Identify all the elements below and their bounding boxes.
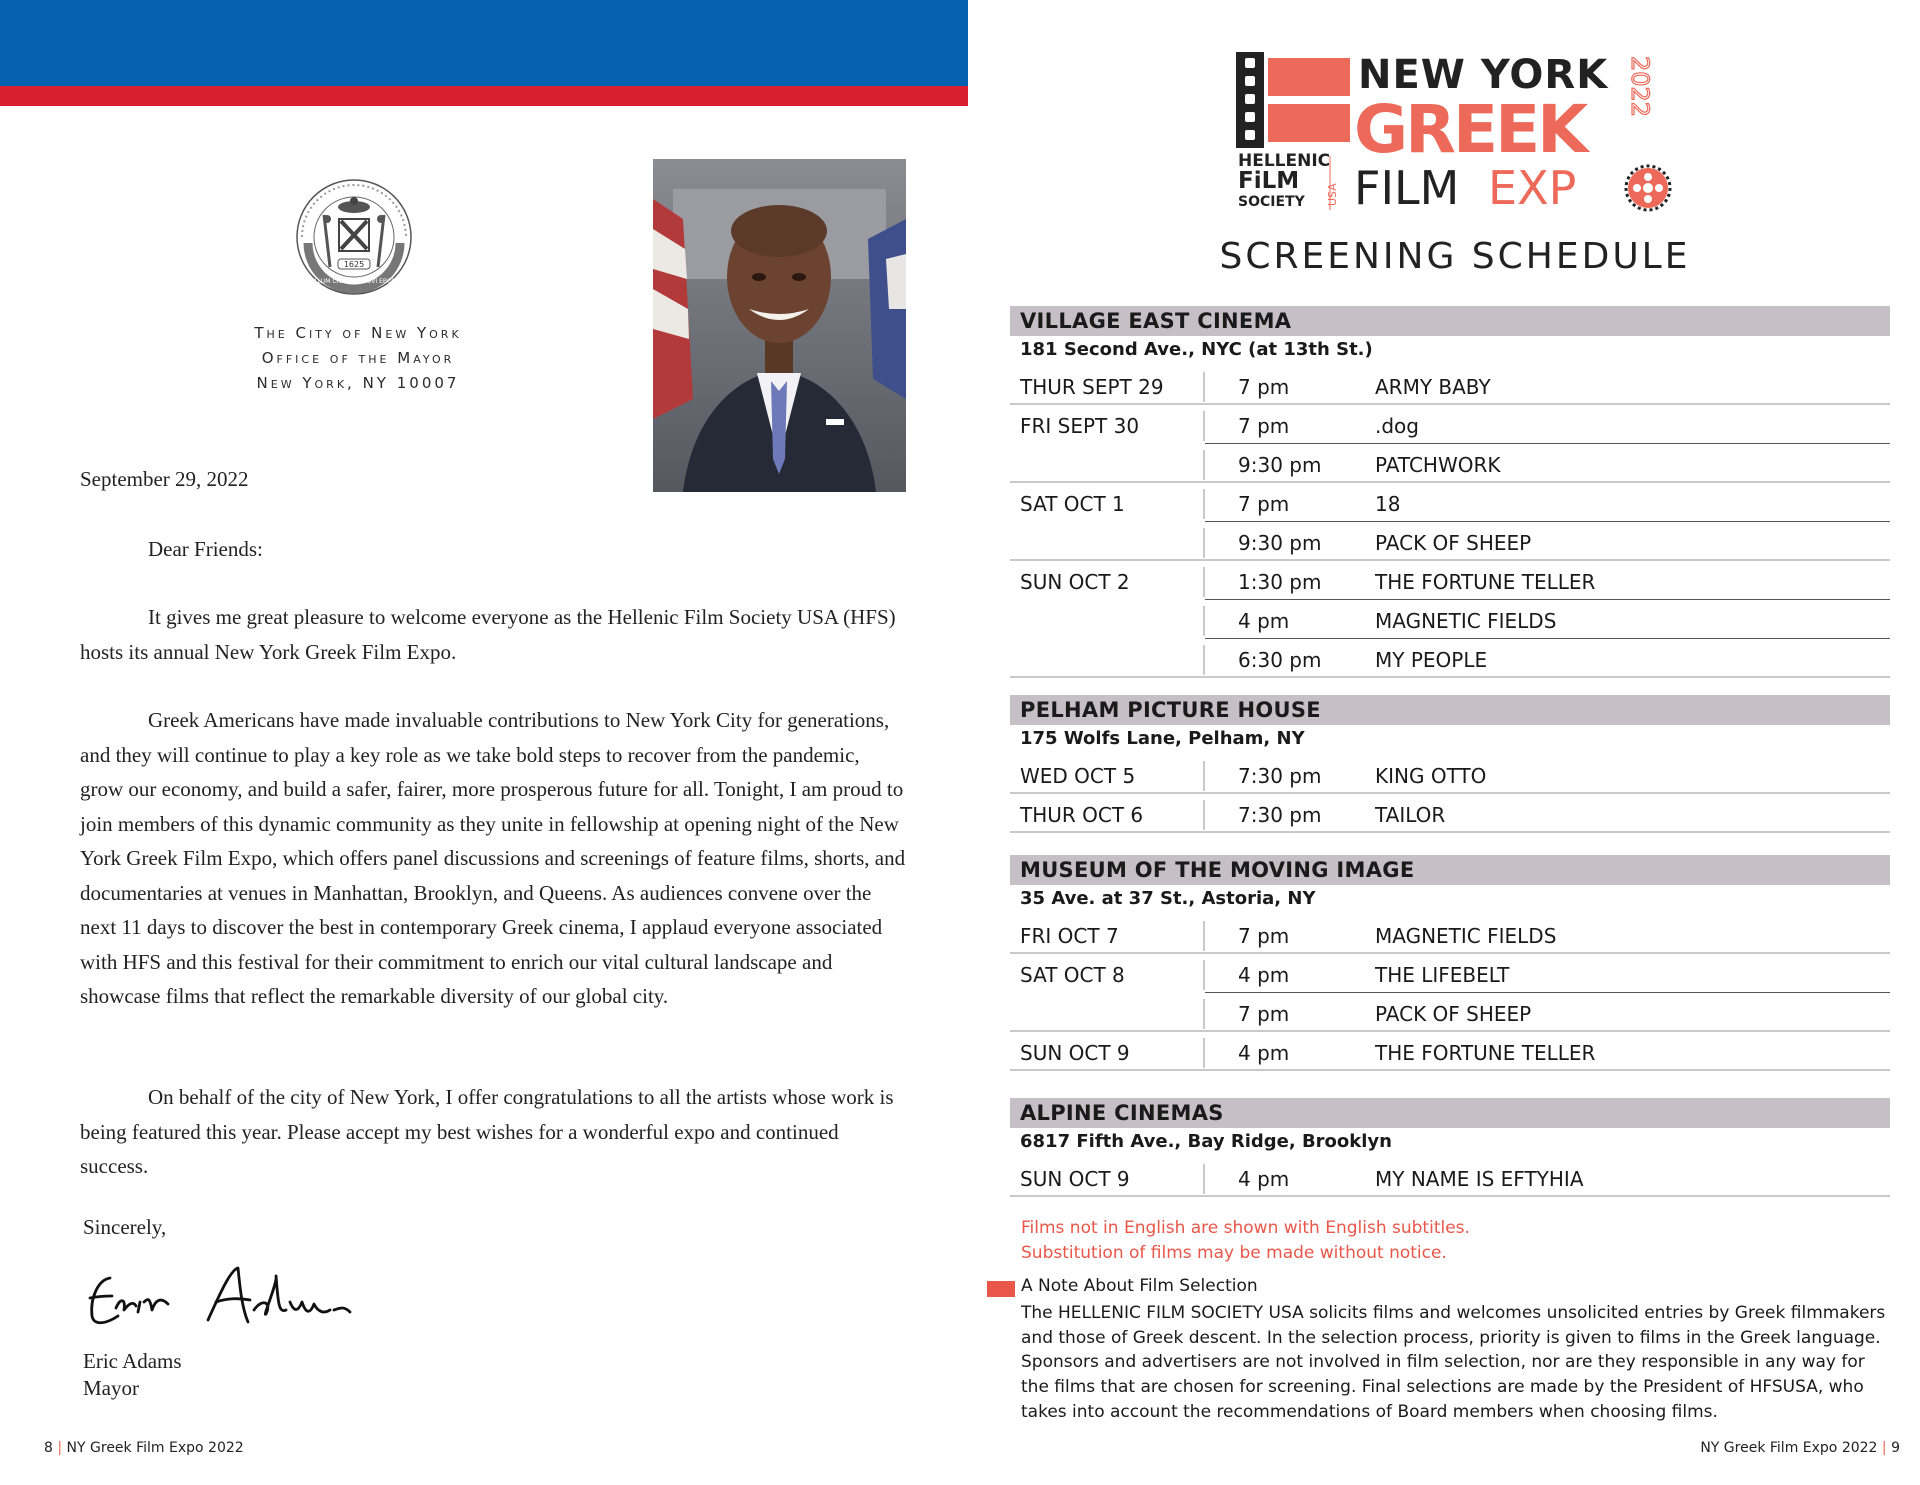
screening-film: MY PEOPLE	[1375, 648, 1488, 672]
logo-new-york: NEW YORK	[1358, 52, 1609, 98]
signer-title: Mayor	[83, 1376, 139, 1400]
footer-label-right: NY Greek Film Expo 2022	[1700, 1440, 1878, 1456]
screening-time: 7:30 pm	[1238, 803, 1322, 827]
venue-block	[1010, 1098, 1890, 1197]
screening-day: FRI SEPT 30	[1020, 414, 1140, 438]
seal-year: 1625	[343, 260, 365, 269]
screening-time: 7 pm	[1238, 924, 1290, 948]
screening-film: 18	[1375, 492, 1401, 516]
footer-separator-left: |	[57, 1440, 63, 1456]
screening-time: 4 pm	[1238, 1041, 1290, 1065]
screening-film: ARMY BABY	[1375, 375, 1491, 399]
screening-row	[1010, 522, 1890, 561]
letter-paragraph-3: On behalf of the city of New York, I offer congratulations to all the artists whose work is being featured this year. Please accept my best wishes for a wonderful expo and continued success.	[80, 1085, 894, 1178]
venue-address: 35 Ave. at 37 St., Astoria, NY	[1020, 888, 1316, 909]
venue-name: VILLAGE EAST CINEMA	[1010, 306, 1890, 336]
logo-org-hellenic: HELLENIC	[1238, 151, 1331, 171]
note-marker	[987, 1281, 1015, 1297]
screening-time: 7 pm	[1238, 1002, 1290, 1026]
screening-film: MAGNETIC FIELDS	[1375, 609, 1557, 633]
city-seal-icon	[294, 177, 414, 297]
screening-film: PACK OF SHEEP	[1375, 1002, 1532, 1026]
letter-paragraph-2: Greek Americans have made invaluable contributions to New York City for generations, and they will continue to play a key role as we take bold steps to recover from the pandemic, grow our economy, and build a safer, fairer, more prosperous future for all. Tonight, I am proud to join members of this dynamic community as they unite in fellowship at opening night of the New York Greek Film Expo, which offers panel discussions and screenings of feature films, shorts, and documentaries at venues in Manhattan, Brooklyn, and Queens. As audiences convene over the next 11 days to discover the best in contemporary Greek cinema, I applaud everyone associated with HFS and this festival for their commitment to enrich our vital cultural landscape and showcase films that reflect the remarkable diversity of our global city.	[80, 708, 906, 1008]
screening-row	[1010, 561, 1890, 600]
screening-film: THE FORTUNE TELLER	[1375, 570, 1596, 594]
screening-row	[1010, 915, 1890, 954]
column-divider	[1203, 372, 1205, 402]
column-divider	[1203, 960, 1205, 990]
row-divider	[1010, 676, 1890, 678]
screening-day: SUN OCT 2	[1020, 570, 1130, 594]
notice-line-1: Films not in English are shown with English subtitles.	[1021, 1218, 1470, 1238]
screening-film: .dog	[1375, 414, 1419, 438]
screening-row	[1010, 639, 1890, 678]
column-divider	[1203, 921, 1205, 951]
letter-greeting: Dear Friends:	[148, 537, 263, 561]
notice-line-2: Substitution of films may be made without notice.	[1021, 1243, 1447, 1263]
signer-block	[83, 1348, 182, 1402]
screening-day: SUN OCT 9	[1020, 1041, 1130, 1065]
screening-film: MY NAME IS EFTYHIA	[1375, 1167, 1584, 1191]
signer-name: Eric Adams	[83, 1349, 182, 1373]
logo-film: FILM	[1354, 161, 1460, 212]
screening-row	[1010, 444, 1890, 483]
screening-time: 7 pm	[1238, 375, 1290, 399]
screening-day: THUR SEPT 29	[1020, 375, 1164, 399]
screening-day: SUN OCT 9	[1020, 1167, 1130, 1191]
screening-row	[1010, 405, 1890, 444]
screening-day: FRI OCT 7	[1020, 924, 1119, 948]
note-title: A Note About Film Selection	[1021, 1276, 1258, 1296]
screening-row	[1010, 954, 1890, 993]
screening-film: THE FORTUNE TELLER	[1375, 1041, 1596, 1065]
mayor-portrait	[653, 159, 906, 492]
venue-name: ALPINE CINEMAS	[1010, 1098, 1890, 1128]
screening-row	[1010, 1158, 1890, 1197]
screening-row	[1010, 483, 1890, 522]
logo-org-film: FiLM	[1238, 168, 1300, 194]
screening-row	[1010, 366, 1890, 405]
screening-time: 4 pm	[1238, 609, 1290, 633]
subtitle-notice	[1021, 1216, 1470, 1266]
column-divider	[1203, 567, 1205, 597]
footer-separator-right: |	[1881, 1440, 1887, 1456]
note-body: The HELLENIC FILM SOCIETY USA solicits films and welcomes unsolicited entries by Greek filmmakers and those of Greek descent. In the selection process, priority is given to films in the Greek language. Sponsors and advertisers are not involved in film selection, nor are they responsible in any way for the films that are chosen for screening. Final selections are made by the President of HFSUSA, who takes into account the recommendations of Board members when choosing films.	[1021, 1303, 1886, 1422]
screening-row	[1010, 600, 1890, 639]
screening-time: 9:30 pm	[1238, 453, 1322, 477]
mayor-signature	[78, 1258, 368, 1338]
screening-film: TAILOR	[1375, 803, 1446, 827]
screening-film: MAGNETIC FIELDS	[1375, 924, 1557, 948]
column-divider	[1203, 800, 1205, 830]
page-number-right: 9	[1891, 1440, 1900, 1456]
screening-day: SAT OCT 1	[1020, 492, 1125, 516]
seal-motto: SIGILLUM CIVITATIS NOVI EBORACI	[302, 278, 406, 285]
screening-row	[1010, 794, 1890, 833]
venue-name: MUSEUM OF THE MOVING IMAGE	[1010, 855, 1890, 885]
screening-film: PACK OF SHEEP	[1375, 531, 1532, 555]
venue-address: 181 Second Ave., NYC (at 13th St.)	[1020, 339, 1373, 360]
column-divider	[1203, 450, 1205, 480]
column-divider	[1203, 528, 1205, 558]
row-divider	[1010, 1195, 1890, 1197]
column-divider	[1203, 761, 1205, 791]
venue-block	[1010, 855, 1890, 1071]
logo-year: 2022	[1626, 56, 1654, 118]
screening-day: SAT OCT 8	[1020, 963, 1125, 987]
venue-block	[1010, 306, 1890, 678]
screening-time: 7 pm	[1238, 414, 1290, 438]
footer-label-left: NY Greek Film Expo 2022	[66, 1440, 244, 1456]
screening-film: THE LIFEBELT	[1375, 963, 1510, 987]
film-reel-icon	[1626, 166, 1670, 210]
letter-date: September 29, 2022	[80, 467, 249, 491]
header-band-blue	[0, 0, 968, 86]
row-divider	[1010, 831, 1890, 833]
venue-address: 6817 Fifth Ave., Bay Ridge, Brooklyn	[1020, 1131, 1392, 1152]
column-divider	[1203, 645, 1205, 675]
header-band-red	[0, 86, 968, 106]
letter-closing: Sincerely,	[83, 1215, 167, 1239]
screening-film: PATCHWORK	[1375, 453, 1501, 477]
screening-row	[1010, 1032, 1890, 1071]
screening-time: 4 pm	[1238, 963, 1290, 987]
column-divider	[1203, 1164, 1205, 1194]
column-divider	[1203, 606, 1205, 636]
office-line-city: The City of New York	[254, 324, 462, 342]
venue-name: PELHAM PICTURE HOUSE	[1010, 695, 1890, 725]
mayor-office-address	[188, 321, 528, 396]
screening-time: 9:30 pm	[1238, 531, 1322, 555]
column-divider	[1203, 1038, 1205, 1068]
screening-time: 1:30 pm	[1238, 570, 1322, 594]
screening-day: THUR OCT 6	[1020, 803, 1144, 827]
screening-time: 7 pm	[1238, 492, 1290, 516]
page-number-left: 8	[44, 1440, 53, 1456]
row-divider	[1010, 1069, 1890, 1071]
screening-time: 7:30 pm	[1238, 764, 1322, 788]
column-divider	[1203, 489, 1205, 519]
office-line-address: New York, NY 10007	[256, 374, 460, 392]
logo-org-society: SOCIETY	[1238, 194, 1305, 210]
column-divider	[1203, 999, 1205, 1029]
screening-time: 4 pm	[1238, 1167, 1290, 1191]
screening-day: WED OCT 5	[1020, 764, 1136, 788]
logo-expo: EXP	[1488, 161, 1577, 212]
screening-row	[1010, 755, 1890, 794]
screening-film: KING OTTO	[1375, 764, 1487, 788]
festival-logo	[1236, 52, 1686, 212]
footer-left	[44, 1440, 244, 1456]
logo-greek: GREEK	[1354, 91, 1586, 168]
venue-address: 175 Wolfs Lane, Pelham, NY	[1020, 728, 1305, 749]
screening-row	[1010, 993, 1890, 1032]
footer-right	[1700, 1440, 1900, 1456]
logo-org-usa: USA	[1326, 183, 1339, 206]
office-line-mayor: Office of the Mayor	[261, 349, 455, 367]
column-divider	[1203, 411, 1205, 441]
schedule-title: SCREENING SCHEDULE	[1219, 236, 1691, 277]
letter-paragraph-1: It gives me great pleasure to welcome everyone as the Hellenic Film Society USA (HFS) hosts its annual New York Greek Film Expo.	[80, 605, 896, 664]
screening-time: 6:30 pm	[1238, 648, 1322, 672]
venue-block	[1010, 695, 1890, 833]
